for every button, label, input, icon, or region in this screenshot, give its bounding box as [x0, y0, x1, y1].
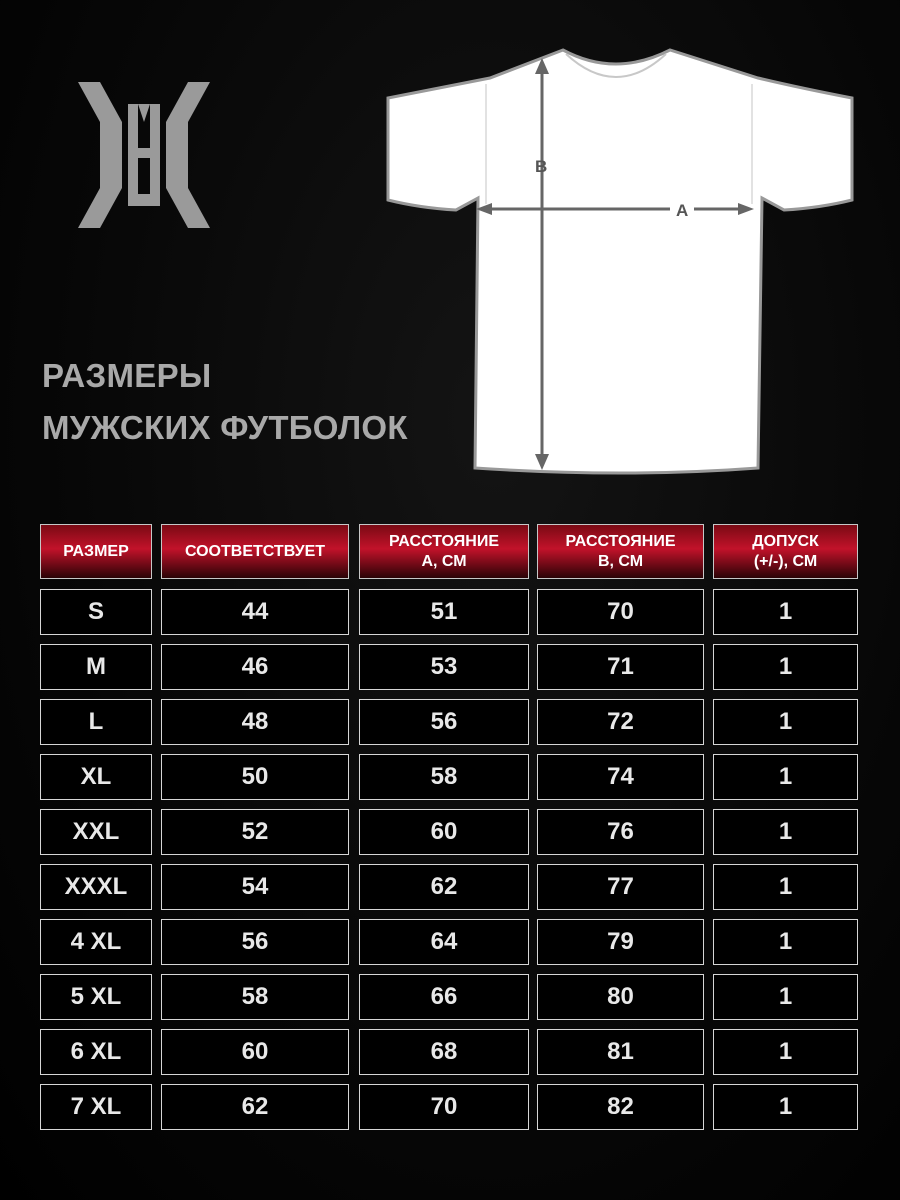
- header-distance-b: РАССТОЯНИЕ В, СМ: [537, 524, 704, 579]
- cell-size: L: [40, 699, 152, 745]
- header-matches: СООТВЕТСТВУЕТ: [161, 524, 349, 579]
- cell-distance-b: 82: [537, 1084, 704, 1130]
- cell-matches: 54: [161, 864, 349, 910]
- cell-matches: 62: [161, 1084, 349, 1130]
- cell-tolerance: 1: [713, 699, 858, 745]
- title-line-2: МУЖСКИХ ФУТБОЛОК: [42, 409, 408, 446]
- cell-distance-a: 51: [359, 589, 529, 635]
- cell-size: M: [40, 644, 152, 690]
- cell-distance-b: 81: [537, 1029, 704, 1075]
- brand-logo-icon: [78, 82, 210, 228]
- title-line-1: РАЗМЕРЫ: [42, 357, 212, 394]
- cell-tolerance: 1: [713, 589, 858, 635]
- cell-matches: 52: [161, 809, 349, 855]
- cell-distance-b: 74: [537, 754, 704, 800]
- tshirt-diagram: [380, 40, 860, 480]
- cell-matches: 46: [161, 644, 349, 690]
- cell-size: 4 XL: [40, 919, 152, 965]
- cell-distance-b: 80: [537, 974, 704, 1020]
- table-row: [40, 589, 860, 644]
- table-row: [40, 644, 860, 699]
- table-row: [40, 1029, 860, 1084]
- cell-distance-b: 76: [537, 809, 704, 855]
- cell-distance-a: 53: [359, 644, 529, 690]
- cell-distance-a: 64: [359, 919, 529, 965]
- cell-tolerance: 1: [713, 754, 858, 800]
- cell-tolerance: 1: [713, 864, 858, 910]
- cell-matches: 50: [161, 754, 349, 800]
- header-size: РАЗМЕР: [40, 524, 152, 579]
- cell-distance-b: 71: [537, 644, 704, 690]
- cell-size: 6 XL: [40, 1029, 152, 1075]
- cell-tolerance: 1: [713, 644, 858, 690]
- table-header-row: [40, 524, 860, 589]
- table-row: [40, 864, 860, 919]
- header-tolerance: ДОПУСК (+/-), СМ: [713, 524, 858, 579]
- table-row: [40, 974, 860, 1029]
- cell-tolerance: 1: [713, 1084, 858, 1130]
- table-row: [40, 699, 860, 754]
- cell-matches: 56: [161, 919, 349, 965]
- table-row: [40, 754, 860, 809]
- cell-distance-a: 70: [359, 1084, 529, 1130]
- cell-distance-b: 70: [537, 589, 704, 635]
- cell-size: 7 XL: [40, 1084, 152, 1130]
- cell-distance-b: 72: [537, 699, 704, 745]
- cell-matches: 58: [161, 974, 349, 1020]
- cell-tolerance: 1: [713, 919, 858, 965]
- cell-size: XXXL: [40, 864, 152, 910]
- table-row: [40, 809, 860, 864]
- size-table: [40, 524, 860, 1139]
- cell-matches: 60: [161, 1029, 349, 1075]
- cell-distance-a: 68: [359, 1029, 529, 1075]
- cell-matches: 48: [161, 699, 349, 745]
- label-a: A: [676, 201, 689, 220]
- cell-distance-b: 77: [537, 864, 704, 910]
- cell-size: 5 XL: [40, 974, 152, 1020]
- cell-distance-a: 60: [359, 809, 529, 855]
- cell-tolerance: 1: [713, 809, 858, 855]
- cell-size: XXL: [40, 809, 152, 855]
- cell-size: S: [40, 589, 152, 635]
- cell-distance-a: 56: [359, 699, 529, 745]
- table-row: [40, 919, 860, 974]
- table-row: [40, 1084, 860, 1139]
- page-title: [42, 350, 408, 454]
- cell-distance-a: 62: [359, 864, 529, 910]
- header-distance-a: РАССТОЯНИЕ А, СМ: [359, 524, 529, 579]
- cell-distance-b: 79: [537, 919, 704, 965]
- cell-distance-a: 58: [359, 754, 529, 800]
- cell-tolerance: 1: [713, 974, 858, 1020]
- cell-distance-a: 66: [359, 974, 529, 1020]
- tshirt-outline: [388, 50, 852, 473]
- label-b: B: [535, 157, 548, 176]
- cell-matches: 44: [161, 589, 349, 635]
- cell-size: XL: [40, 754, 152, 800]
- cell-tolerance: 1: [713, 1029, 858, 1075]
